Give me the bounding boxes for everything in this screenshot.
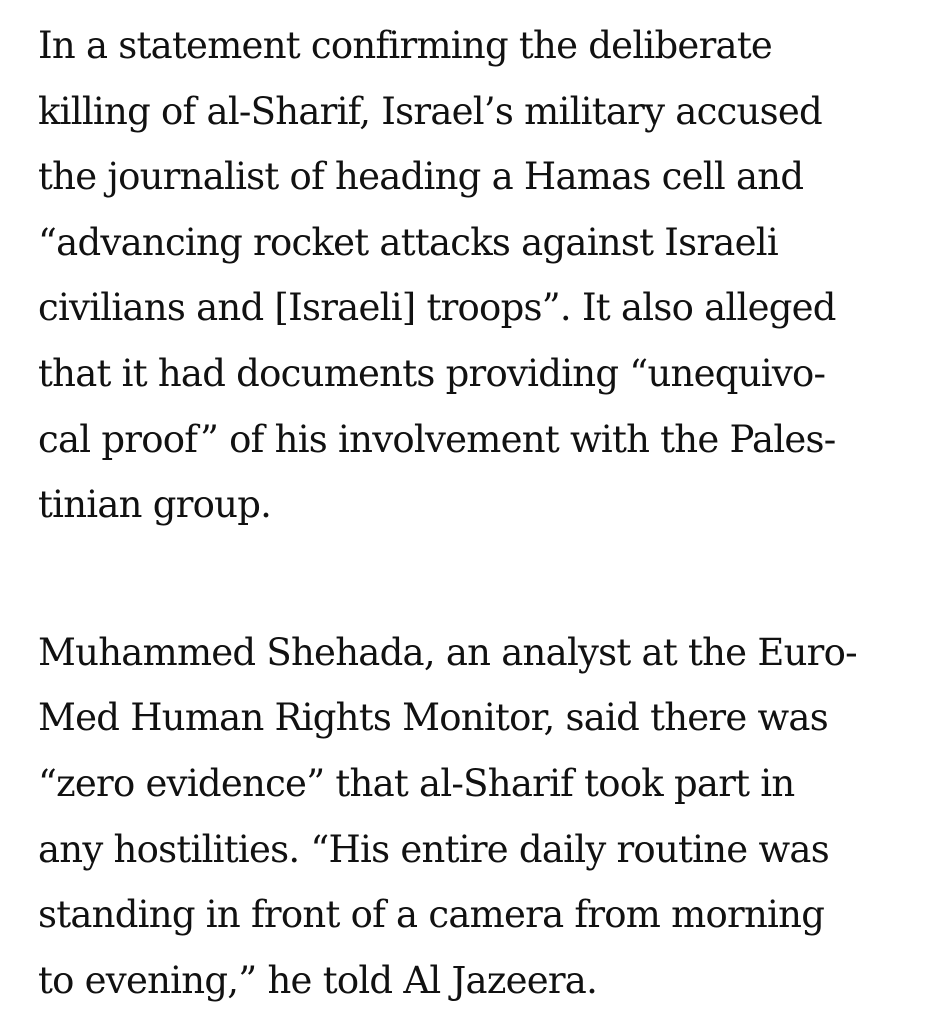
- article-body: [38, 13, 928, 1013]
- text-line: the journalist of heading a Hamas cell and: [38, 155, 804, 199]
- article-paragraph: [38, 620, 928, 1013]
- text-line: tinian group.: [38, 483, 272, 527]
- text-line: civilians and [Israeli] troops”. It also alleged: [38, 286, 836, 330]
- text-line: killing of al-Sharif, Israel’s military accused: [38, 89, 822, 133]
- article-paragraph: [38, 13, 928, 538]
- text-line: that it had documents providing “unequivo-: [38, 351, 826, 395]
- text-line: standing in front of a camera from morning: [38, 893, 825, 937]
- paragraph-spacer: [38, 538, 928, 620]
- text-line: cal proof” of his involvement with the Pales-: [38, 417, 836, 461]
- text-line: “advancing rocket attacks against Israeli: [38, 220, 778, 264]
- text-line: Med Human Rights Monitor, said there was: [38, 696, 828, 740]
- text-line: any hostilities. “His entire daily routine was: [38, 827, 829, 871]
- text-line: Muhammed Shehada, an analyst at the Euro-: [38, 630, 857, 674]
- text-line: In a statement confirming the deliberate: [38, 24, 773, 67]
- text-line: to evening,” he told Al Jazeera.: [38, 958, 598, 1002]
- text-line: “zero evidence” that al-Sharif took part in: [38, 761, 795, 805]
